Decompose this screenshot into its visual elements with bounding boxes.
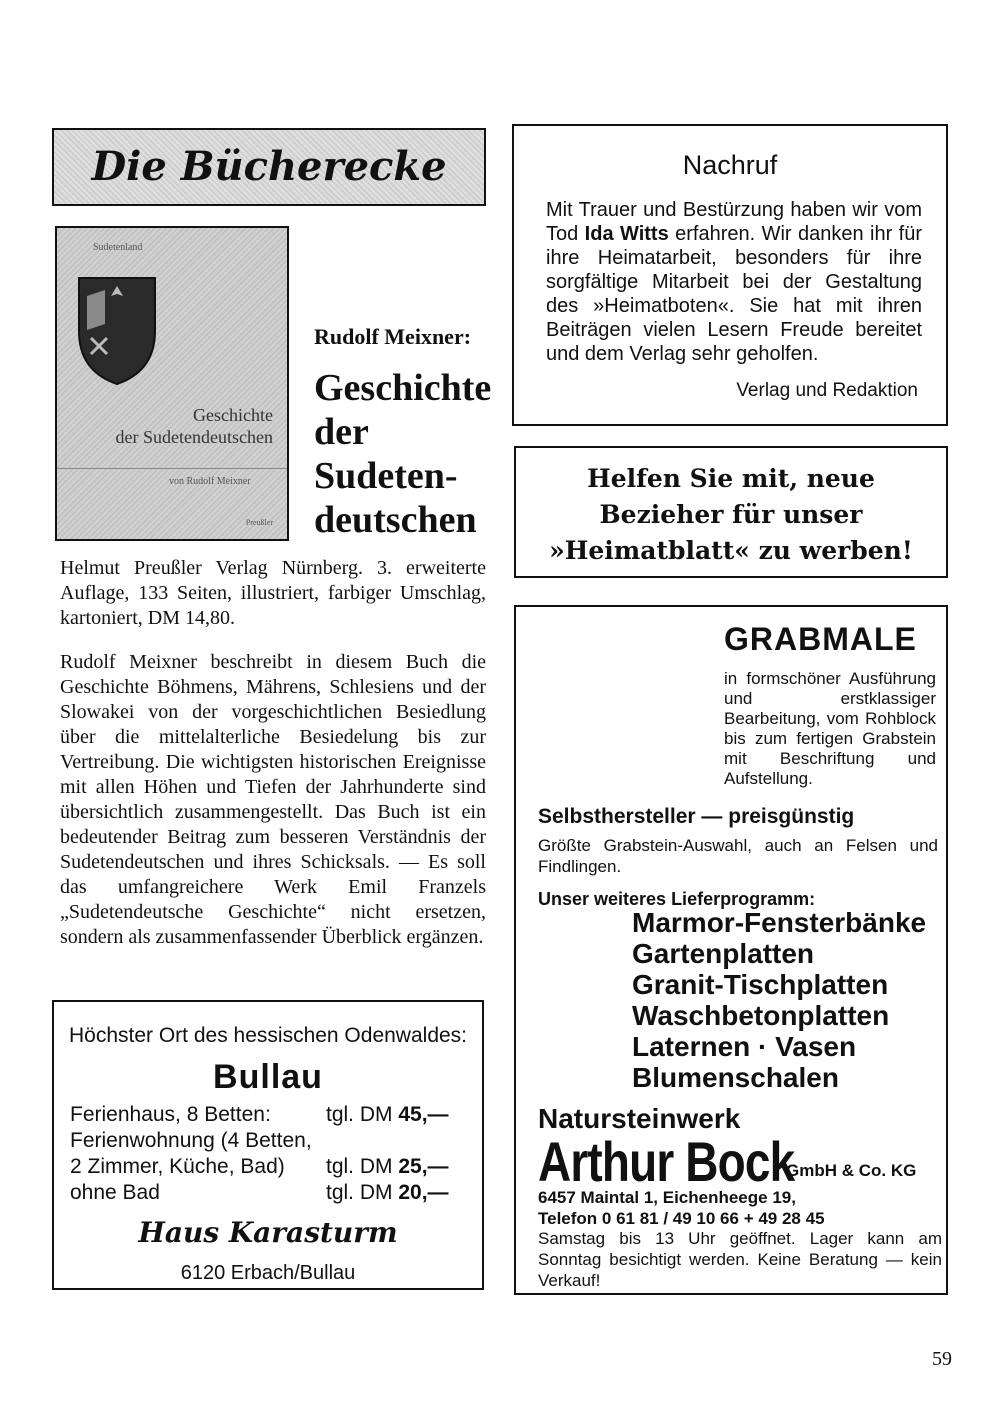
grabmale-description: in formschöner Ausführung und erstklassiger Bearbeitung, vom Rohblock bis zum fertigen Grabstein mit Beschriftung und Aufstellung.	[724, 669, 936, 788]
cover-publisher: Preußler	[245, 518, 273, 527]
book-corner-header	[52, 128, 486, 206]
book-title	[314, 366, 494, 542]
grabmale-slogan: Selbsthersteller — preisgünstig	[538, 805, 855, 828]
cover-author: von Rudolf Meixner	[169, 476, 251, 487]
bullau-name: Bullau	[213, 1058, 323, 1096]
price-value: 45,—	[398, 1103, 449, 1126]
book-cover-image	[55, 226, 289, 541]
book-title-line: deutschen	[314, 499, 477, 541]
price-prefix: tgl. DM	[326, 1103, 393, 1126]
product-list	[632, 907, 926, 1093]
subscriber-appeal-box	[514, 446, 948, 578]
price-label: Ferienhaus, 8 Betten:	[70, 1103, 271, 1126]
book-corner-title: Die Bücherecke	[91, 143, 447, 190]
price-value: 20,—	[398, 1181, 449, 1204]
company-address: 6457 Maintal 1, Eichenheege 19,	[538, 1188, 796, 1207]
book-title-line: Sudeten-	[314, 455, 458, 497]
company-type: Natursteinwerk	[538, 1103, 741, 1134]
price-label: ohne Bad	[70, 1181, 160, 1204]
price-value: 25,—	[398, 1155, 449, 1178]
nachruf-text-after: erfahren. Wir danken ihr für ihre Heimatarbeit, besonders für ihre sorgfältige Mitarbeit bei der Gestaltung des »Heimatboten«. Sie hat mit ihren Beiträgen vielen Lesern Freude bereitet und dem Verlag sehr geholfen.	[546, 223, 923, 365]
company-phone: Telefon 0 61 81 / 49 10 66 + 49 28 45	[538, 1209, 825, 1228]
nachruf-text-before: Mit Trauer und Bestürzung haben wir vom Tod	[546, 199, 922, 245]
price-label: 2 Zimmer, Küche, Bad)	[70, 1155, 285, 1178]
cover-divider	[57, 468, 287, 469]
appeal-line: »Heimatblatt« zu werben!	[549, 536, 913, 565]
book-title-line: der	[314, 411, 369, 453]
nachruf-text	[546, 198, 922, 366]
product-item: Marmor-Fensterbänke	[632, 907, 927, 938]
price-prefix: tgl. DM	[326, 1181, 393, 1204]
product-item: Laternen · Vasen	[632, 1031, 857, 1062]
product-item: Blumenschalen	[632, 1062, 839, 1093]
company-name: Arthur Bock	[538, 1130, 795, 1193]
company-contact	[538, 1187, 825, 1229]
price-prefix: tgl. DM	[326, 1155, 393, 1178]
book-title-line: Geschichte	[314, 367, 492, 409]
page-number: 59	[932, 1348, 952, 1370]
coat-of-arms-icon	[77, 276, 157, 386]
publication-info: Helmut Preußler Verlag Nürnberg. 3. erweiterte Auflage, 133 Seiten, illustriert, farbiger Umschlag, kartoniert, DM 14,80.	[60, 557, 486, 629]
haus-name: Haus Karasturm	[138, 1216, 398, 1249]
bullau-heading: Höchster Ort des hessischen Odenwaldes:	[68, 1024, 468, 1047]
company-legal-form: GmbH & Co. KG	[786, 1161, 917, 1180]
nachruf-box	[512, 124, 948, 426]
price-label: Ferienwohnung (4 Betten,	[70, 1129, 312, 1152]
cover-title-line1: Geschichte	[193, 405, 273, 425]
nachruf-title: Nachruf	[682, 150, 778, 180]
product-item: Granit-Tischplatten	[632, 969, 889, 1000]
cover-title-line2: der Sudetendeutschen	[115, 427, 273, 447]
appeal-line: Bezieher für unser	[599, 500, 863, 529]
grabmale-selection: Größte Grabstein-Auswahl, auch an Felsen und Findlingen.	[538, 836, 938, 876]
book-review: Rudolf Meixner beschreibt in diesem Buch die Geschichte Böhmens, Mährens, Schlesiens und der Slowakei von der vorgeschichtlichen Besiedlung über die mittelalterliche Besiedelung bis zur Vertreibung. Die wichtigsten historischen Ereignisse mit allen Höhen und Tiefen der Jahrhunderte sind übersichtlich zusammengestellt. Das Buch ist ein bedeutender Beitrag zum besseren Verständnis der Sudetendeutschen und ihres Schicksals. — Es soll das umfangreichere Werk Emil Franzels „Sudetendeutsche Geschichte“ nicht ersetzen, sondern als zusammenfassender Überblick ergänzen.	[60, 651, 486, 948]
grabmale-ad	[514, 605, 948, 1295]
appeal-line: Helfen Sie mit, neue	[587, 464, 875, 493]
product-item: Gartenplatten	[632, 938, 815, 969]
product-item: Waschbetonplatten	[632, 1000, 890, 1031]
program-heading: Unser weiteres Lieferprogramm:	[538, 889, 816, 909]
nachruf-signature: Verlag und Redaktion	[736, 380, 918, 401]
bullau-address: 6120 Erbach/Bullau	[180, 1262, 356, 1284]
bullau-ad	[52, 1000, 484, 1290]
grabmale-title: GRABMALE	[724, 621, 917, 657]
deceased-name: Ida Witts	[584, 223, 669, 245]
book-author: Rudolf Meixner:	[314, 324, 472, 349]
opening-hours: Samstag bis 13 Uhr geöffnet. Lager kann am Sonntag besichtigt werden. Keine Beratung — kein Verkauf!	[538, 1229, 942, 1290]
cover-top-text: Sudetenland	[93, 242, 143, 253]
